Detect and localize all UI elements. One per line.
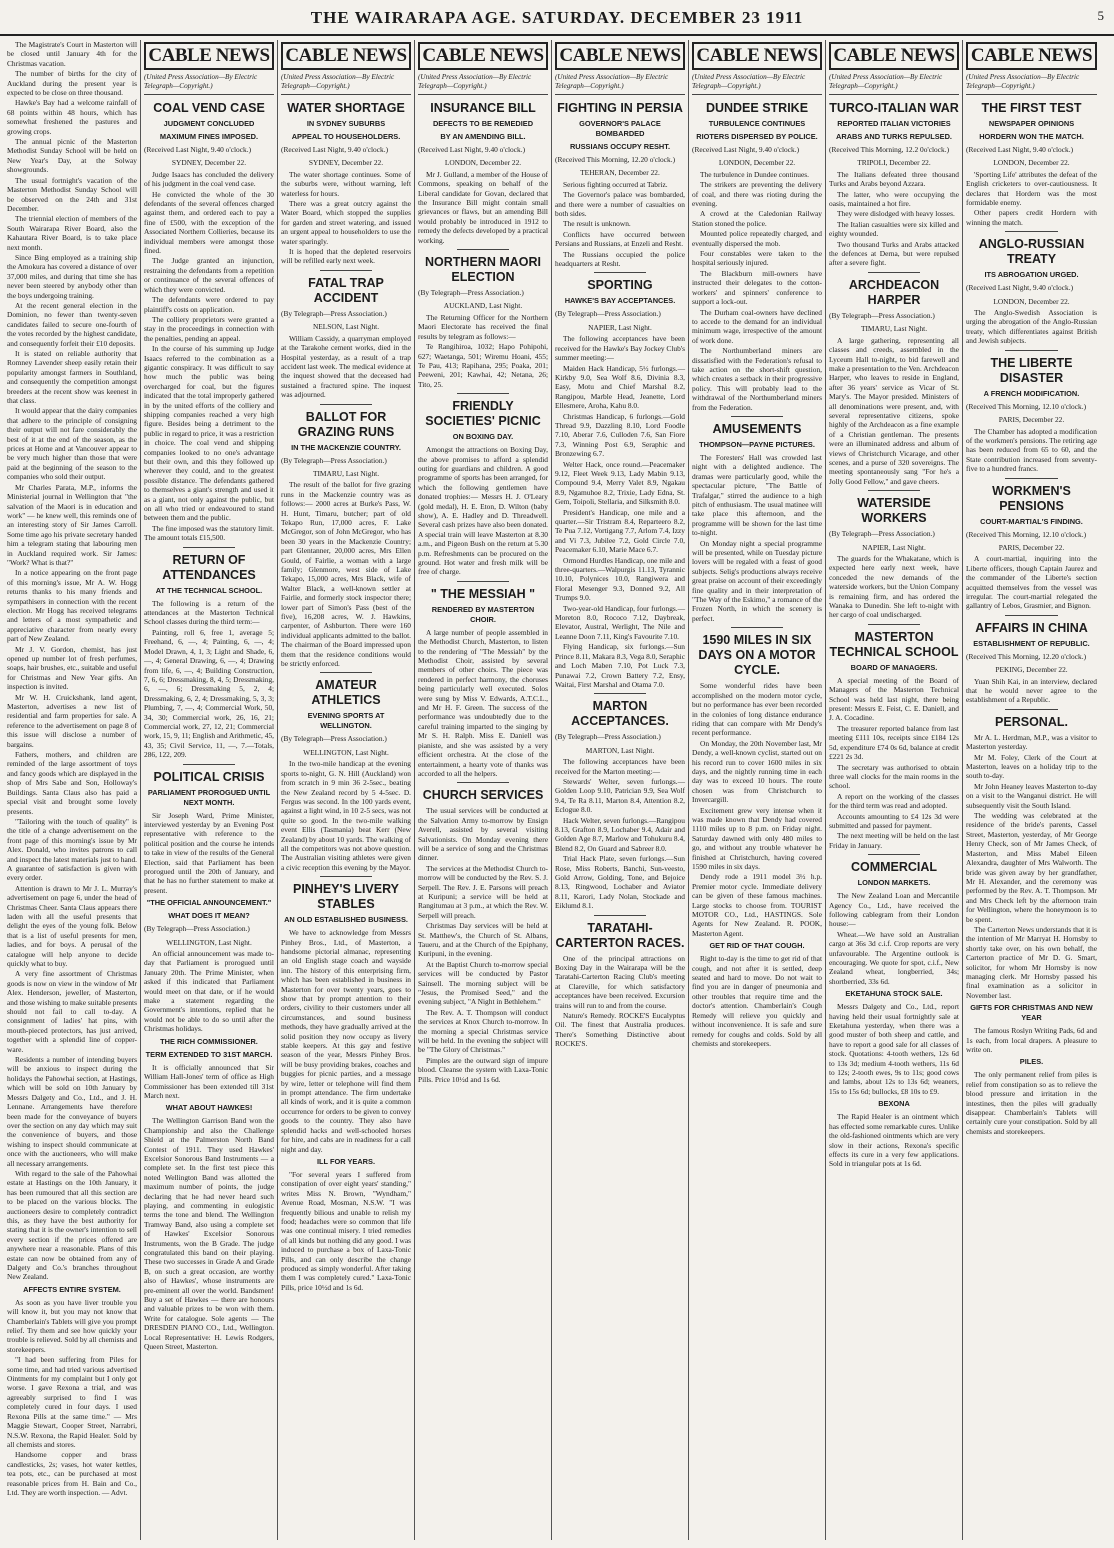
- article-headline: POLITICAL CRISIS: [153, 769, 265, 784]
- article-paragraph: The result is unknown.: [563, 219, 631, 229]
- article-paragraph: The Magistrate's Court in Masterton will be closed until January 4th for the Christmas vacation.: [7, 40, 137, 68]
- column-cable-news-6: [826, 40, 963, 1540]
- article-paragraph: Two-year-old Handicap, four furlongs.—Moreton 8.0, Rococo 7.12, Daybreak, Elevator, Austral, Werlight, The Nile and Leanne Doon 7.11, King's Favourite 7.10.: [555, 603, 685, 641]
- press-credit: (United Press Association—By Electric Telegraph—Copyright.): [692, 73, 822, 95]
- section-divider: [731, 627, 783, 628]
- column-cable-news-4: [552, 40, 689, 1540]
- article-paragraph: Welter Hack, once round.—Peacemaker 9.12, Fleet Week 9.13, Lady Mabin 9.13, Compound 9.4, Merry Valet 8.9, Ngakau 8.9, Ngamuhoe 8.2, Trixie, Lady Edna, St. Gem, Toipoli, Stellaria, and Silksmith 8.0.: [555, 459, 685, 507]
- article-headline: INSURANCE BILL: [430, 101, 536, 115]
- article-paragraph: It is stated on reliable authority that Romney Lavender sheep easily retain their popularity amongst farmers in Southland, and consequently the competition amongst breeders at the recent show was keenest in that class.: [7, 349, 137, 406]
- article-headline: ANGLO-RUSSIAN TREATY: [978, 237, 1085, 267]
- dateline: NAPIER, Last Night.: [588, 322, 652, 332]
- cable-news-banner: CABLE NEWS: [829, 42, 959, 70]
- article-paragraph: Judge Isaacs has concluded the delivery of his judgment in the coal vend case.: [144, 169, 274, 189]
- dateline: SYDNEY, December 22.: [308, 158, 384, 168]
- article-paragraph: A report on the working of the classes for the third term was read and adopted.: [829, 791, 959, 811]
- article-paragraph: A crowd at the Caledonian Railway Station stoned the police.: [692, 209, 822, 228]
- received-line: (By Telegraph—Press Association.): [555, 309, 661, 319]
- article-subheading: PILES.: [1019, 1057, 1044, 1067]
- press-credit: (United Press Association—By Electric Telegraph—Copyright.): [281, 73, 411, 95]
- section-divider: [320, 270, 372, 271]
- article-subheading: AN OLD ESTABLISHED BUSINESS.: [284, 915, 408, 925]
- masthead: [0, 6, 1114, 36]
- article-subheading: HAWKE'S BAY ACCEPTANCES.: [564, 296, 676, 306]
- page-number: 5: [1097, 8, 1104, 23]
- article-paragraph: It is officially announced that Sir William Hall-Jones' term of office as High Commissioner has been extended till 31st March next.: [144, 1062, 274, 1100]
- section-divider: [868, 490, 920, 491]
- article-paragraph: The famous Roslyn Writing Pads, 6d and 1s each, from local drapers. A pleasure to write on.: [966, 1026, 1097, 1054]
- article-paragraph: Hack Welter, seven furlongs.—Rangipou 8.13, Grafton 8.9, Lochaber 9.4, Adair and Golden Age 8.7, Marlow and Tohukuru 8.4, Blend 8.2, On Guard and Sabreer 8.0.: [555, 815, 685, 853]
- article-paragraph: We have to acknowledge from Messrs Pinhey Bros., Ltd., of Masterton, a handsome pictorial almanac, representing an old English stage coach and wayside inn. The history of this enterprising firm, which has been established in business in Masterton for over twenty years, goes to show that by prompt attention to their orders, civility to their customers under all circumstances, and sound business methods, they have gradually arrived at the solid position they now occupy as livery stable keepers. At this gay and festive season of the year, Messrs Pinhey Bros. will be busy providing brakes, coaches and buggies for picnic parties, and a message by wire, letter or telephone will find them in prompt attendance. The firm undertake all kinds of work, and it is quite a common occurrence for orders to be given to convey goods to the country. They also have splendid hacks and well-schooled horses for hire, and cabs are in readiness for a call night and day.: [281, 928, 411, 1154]
- article-paragraph: Four constables were taken to the hospital seriously injured.: [692, 249, 822, 268]
- dateline: NELSON, Last Night.: [312, 322, 380, 332]
- article-paragraph: The Blackburn mill-owners have instructed their delegates to the cotton-workers' and spinners' conference to support a lock-out.: [692, 268, 822, 307]
- section-divider: [594, 272, 646, 273]
- dateline: TIMARU, Last Night.: [860, 324, 928, 334]
- dateline: LONDON, December 22.: [444, 158, 522, 168]
- column-cable-news-5: [689, 40, 826, 1540]
- article-paragraph: Nature's Remedy. ROCKE'S Eucalyptus Oil. The finest that Australia produces. There's Something Distinctive about ROCKE'S.: [555, 1011, 685, 1049]
- article-paragraph: 'Sporting Life' attributes the defeat of the English cricketers to over-cautiousness. It declares that Hordern was the most formidable enemy.: [966, 169, 1097, 208]
- article-paragraph: On Monday, the 20th November last, Mr Dendy, a well-known cyclist, started out on his record run to cover 1600 miles in six days, and the nightly running time in each day was to exceed 10 hours. The route chosen was from Christchurch to Invercargill.: [692, 738, 822, 805]
- article-paragraph: The treasurer reported balance from last meeting £111 10s, receipts since £184 12s 5d, expenditure £74 0s 6d, balance at credit £221 2s 3d.: [829, 723, 959, 762]
- cable-news-banner: CABLE NEWS: [144, 42, 274, 70]
- article-subheading: GIFTS FOR CHRISTMAS AND NEW YEAR: [970, 1003, 1093, 1023]
- article-headline: FATAL TRAP ACCIDENT: [308, 275, 384, 305]
- cable-news-banner: CABLE NEWS: [966, 42, 1097, 70]
- article-headline: BALLOT FOR GRAZING RUNS: [297, 409, 395, 439]
- article-headline: PERSONAL.: [995, 714, 1068, 729]
- article-subheading: BOARD OF MANAGERS.: [850, 662, 938, 672]
- article-paragraph: Mr John Heaney leaves Masterton to-day on a visit to the Wanganui district. He will subsequently visit the South Island.: [966, 781, 1097, 810]
- article-paragraph: The New Zealand Loan and Mercantile Agency Co., Ltd., have received the following cablegram from their London house:—: [829, 891, 959, 929]
- article-paragraph: With regard to the sale of the Pahowhai estate at Hastings on the 10th January, it has been rumoured that all this section are to be placed on the various blocks. The auctioneers desire to completely contradict this, as they have the best authority for stating that it is the owner's intention to sell every section if the prices offered are anywhere near a reasonable. Plans of this estate can now be obtained from any of Dalgety and Co.'s branches throughout New Zealand.: [7, 1168, 137, 1282]
- article-paragraph: A very fine assortment of Christmas goods is now on view in the window of Mr Alex. Henderson, jeweller, of Masterton, and those wishing to make suitable presents should not fail to call to-day. A consignment of ladies' hat pins, with mouth-pieced protectors, has just arrived, together with a splendid line of copper-ware.: [7, 969, 137, 1054]
- column-cable-news-2: [278, 40, 415, 1540]
- received-line: (By Telegraph—Press Association.): [555, 732, 661, 742]
- article-paragraph: Christmas Handicap, 6 furlongs.—Gold Thread 9.9, Dazzling 8.10, Lord Foodle 7.10, Aberar 7.6, Culloden 7.6, San Fiore 7.3, Winning Post 6.9, Seraphic and Bronzewing 6.7.: [555, 411, 685, 459]
- article-paragraph: "Tailoring with the touch of quality" is the title of a change advertisement on the front page of this morning's issue by Mr Alex. Donald, who invites patrons to call and inspect the latest materials just to hand. A guarantee of satisfaction is given with every order.: [7, 816, 137, 883]
- dateline: PARIS, December 22.: [998, 415, 1065, 425]
- article-subheading: BEXONA: [878, 1099, 910, 1109]
- article-subheading: RENDERED BY MASTERTON CHOIR.: [431, 604, 535, 624]
- article-paragraph: The Returning Officer for the Northern Maori Electorate has received the final results by telegram as follows:—: [418, 312, 548, 341]
- article-paragraph: The Durham coal-owners have declined to accede to the demand for an individual minimum wage, irrespective of the amount of work done.: [692, 307, 822, 345]
- article-paragraph: The guards for the Whakatane, which is expected here early next week, have conceded the new demands of the waterside workers, but the Union Company is remaining firm, and has ordered the Wanaka to Dunedin. She left to-night with her cargo of coal undischarged.: [829, 554, 959, 620]
- article-headline: NORTHERN MAORI ELECTION: [425, 255, 541, 285]
- dateline: WELLINGTON, Last Night.: [303, 747, 389, 757]
- article-headline: ARCHDEACON HARPER: [848, 277, 940, 307]
- press-credit: (United Press Association—By Electric Telegraph—Copyright.): [966, 73, 1097, 95]
- article-paragraph: He convicted the whole of the 30 defendants of the several offences charged against them, and ordered each to pay a fine of £500, with the exception of the Associated Northern Collieries, because its individual members were amongst those fined.: [144, 189, 274, 256]
- article-subheading: A FRENCH MODIFICATION.: [983, 388, 1080, 398]
- article-subheading: APPEAL TO HOUSEHOLDERS.: [291, 132, 401, 141]
- article-subheading: ILL FOR YEARS.: [316, 1156, 376, 1166]
- section-divider: [457, 581, 509, 582]
- article-paragraph: The usual services will be conducted at the Salvation Army to-morrow by Ensign Averell, assisted by several visiting Salvationists. On Monday evening there will be a service of song and the Christmas dinner.: [418, 806, 548, 863]
- section-divider: [457, 249, 509, 250]
- article-subheading: LONDON MARKETS.: [857, 878, 931, 888]
- article-paragraph: Hawke's Bay had a welcome rainfall of 68 points within 48 hours, which has somewhat freshened the pastures and growing crops.: [7, 98, 137, 136]
- article-paragraph: The result of the ballot for five grazing runs in the Mackenzie country was as follows:— 2000 acres at Burke's Pass, W. H. Hunt, Timaru, butcher; part of old Tekapo Run, 17,000 acres, F. Lake McGregor, son of John McGregor, who has been 30 years in the Mackenzie Country; part Glentanner, 20,000 acres, Mrs Ellen Gould, of Fairlie, a woman with a large family; Glenmore, west side of Lake Tekapo, 15,000 acres, Mrs Black, wife of Walter Black, a well-known settler at Fairlie, and formerly stock inspector there; lower part of Simon's Pass (best of the five), 16,208 acres, W. J. Hawkins, carpenter, of Ashburton. There were 160 individual applicants admitted to the ballot. The chairman of the Board impressed upon them that the residence conditions would be strictly enforced.: [281, 480, 411, 669]
- article-headline: FIGHTING IN PERSIA: [557, 101, 683, 115]
- article-paragraph: The following is a return of the attendances at the Masterton Technical School classes during the third term:—: [144, 598, 274, 627]
- article-paragraph: Painting, roll 6, free 1, average 5; Freehand, 6, —, 4; Painting, 6, —, 4; Model Drawn, 4, 1, 3; Light and Shade, 6, —, 4; General Drawing, 6, —, 4; Drawing from life, 6, —, 4; Building Construction, 7, 6, 6; Dressmaking, 8, 4, 5; Dressmaking, 6, —, 6; Dressmaking 5, 2, 4; Dressmaking, 6, 2, 4; Dressmaking, 5, 3, 3; Plumbing, 7, —, 4; Commercial Work, 50, 34, 30; Commercial work, 26, 16, 21; Commercial work, 27, 12, 21; Commercial work, 15, 9, 11; English and Arithmetic, 45, 43, 35; Civil Service, 11, —, 7.—Totals, 286, 122, 209.: [144, 627, 274, 760]
- received-line: (Received This Morning, 12.20 o'clock.): [966, 651, 1087, 661]
- article-paragraph: The annual picnic of the Masterton Methodist Sunday School will be held on New Year's Day, at the Solway showgrounds.: [7, 137, 137, 175]
- article-subheading: BY AN AMENDING BILL.: [440, 132, 526, 141]
- article-headline: PINHEY'S LIVERY STABLES: [292, 882, 399, 912]
- article-headline: COAL VEND CASE: [153, 101, 265, 115]
- article-paragraph: Mounted police repeatedly charged, and eventually dispersed the mob.: [692, 229, 822, 248]
- article-paragraph: The fine imposed was the statutory limit. The amount totals £15,500.: [144, 523, 274, 543]
- article-subheading: THOMPSON—PAYNE PICTURES.: [699, 439, 815, 449]
- article-paragraph: Other papers credit Hordern with winning the match.: [966, 208, 1097, 227]
- article-subheading: RUSSIANS OCCUPY RESHT.: [569, 142, 671, 151]
- article-paragraph: Christmas Day services will be held at St. Matthew's, the Church of St. Albans, Taueru, and at the Church of the Epiphany, Kuripuni, in the evening.: [418, 921, 548, 959]
- article-paragraph: The next meeting will be held on the last Friday in January.: [829, 831, 959, 850]
- article-headline: RETURN OF ATTENDANCES: [162, 552, 256, 582]
- article-paragraph: At the recent general election in the Dominion, no fewer than twenty-seven candidates failed to secure one-fourth of the votes recorded by the highest candidate, and consequently forfeit their £10 deposits.: [7, 300, 137, 348]
- received-line: (Received This Morning, 12.2 0o'clock.): [829, 145, 950, 154]
- section-divider: [1005, 709, 1057, 710]
- article-paragraph: The secretary was authorised to obtain three wall clocks for the main rooms in the school.: [829, 762, 959, 791]
- article-subheading: COURT-MARTIAL'S FINDING.: [980, 516, 1083, 526]
- article-paragraph: Trial Hack Plate, seven furlongs.—Sun Rose, Miss Roberts, Banchi, Sun-veesto, Gold Arrow, Golding, Tone, and Bejoice 8.13, Ringwood, Lochaber and Aviator 8.11, Karori, Lady Nolan, Stockade and Eiklumd 8.1.: [555, 854, 685, 911]
- article-paragraph: An official announcement was made to-day that Parliament is prorogued until January 20th. The Prime Minister, when asked if this indicated that Parliament would meet on that date, or if he would make a statement regarding the Government's intentions, replied that he would not be able to do so until after the Christmas holidays.: [144, 949, 274, 1034]
- article-paragraph: Mr J. V. Gordon, chemist, has just opened up number lot of fresh perfumes, soaps, hair brushes, etc., suitable and useful for Christmas and New Year gifts. An inspection is invited.: [7, 644, 137, 692]
- article-paragraph: A court-martial, inquiring into the Liberte officers, though Captain Jaurez and the commander of the Liberte's section acquitted themselves from the vessel was irregular. The court-martial relegated the gallantry of Lebos, Grasmier, and Bignon.: [966, 554, 1097, 611]
- section-divider: [1005, 350, 1057, 351]
- received-line: (By Telegraph—Press Association.): [281, 308, 387, 318]
- article-paragraph: Conflicts have occurred between Persians and Russians, at Enzeli and Resht.: [555, 229, 685, 249]
- received-line: (Received This Morning, 12.20 o'clock.): [555, 155, 676, 164]
- dateline: LONDON, December 22.: [718, 158, 796, 168]
- article-subheading: WHAT ABOUT HAWKES!: [165, 1103, 253, 1113]
- section-divider: [1005, 615, 1057, 616]
- section-divider: [1005, 231, 1057, 232]
- article-headline: SPORTING: [587, 278, 653, 293]
- article-subheading: ITS ABROGATION URGED.: [984, 270, 1079, 280]
- article-subheading: "THE OFFICIAL ANNOUNCEMENT.": [146, 898, 272, 908]
- section-divider: [868, 854, 920, 855]
- article-paragraph: Serious fighting occurred at Tabriz.: [563, 179, 668, 189]
- article-subheading: JUDGMENT CONCLUDED: [163, 119, 255, 128]
- article-paragraph: Since Bing employed as a training ship the Amokura has covered a distance of over 37,000 miles, and during that time she has never been steered by anybody other than the boys undergoing training.: [7, 252, 137, 300]
- dateline: NAPIER, Last Night.: [862, 542, 926, 552]
- article-paragraph: Mr A. L. Herdman, M.P., was a visitor to Masterton yesterday.: [966, 732, 1097, 752]
- cable-news-banner: CABLE NEWS: [281, 42, 411, 70]
- newspaper-title: THE WAIRARAPA AGE. SATURDAY. DECEMBER 23 1911: [310, 8, 804, 27]
- article-paragraph: The Wellington Garrison Band won the Championship and also the Challenge Shield at the Palmerston North Band Contest of 1911. They used Hawkes' Excelsior Sonorous Band Instruments — a complete set. In the first test piece this noted Wellington Band was allotted the maximum number of points, the judge declaring that he had never heard such playing, and commenting in eulogistic terms the tone and blend. The Wellington Tramway Band, also using a complete set of Hawkes' Excelsior Sonorous Instruments, won the B Grade. The judge congratulated this band on their playing. These two successes in Grade A and Grade B, on such a great occasion, are worthy also of Hawkes', whose instruments are pre-eminent all over the world. Bandsmen! Buy a set of Hawkes — there are honours and valuable prizes to be won with them. Write for catalogue. Sole agents — The DRESDEN PIANO CO., Ltd., Wellington. Local Representative: H. Lewis Rodgers, Queen Street, Masterton.: [144, 1116, 274, 1352]
- article-headline: WORKMEN'S PENSIONS: [992, 483, 1071, 513]
- article-subheading: MAXIMUM FINES IMPOSED.: [159, 132, 259, 141]
- received-line: (Received Last Night, 9.40 o'clock.): [418, 145, 526, 154]
- article-subheading: IN THE MACKENZIE COUNTRY.: [291, 442, 401, 452]
- article-subheading: PARLIAMENT PROROGUED UNTIL NEXT MONTH.: [147, 787, 271, 807]
- article-paragraph: Pimples are the outward sign of impure blood. Cleanse the system with Laxa-Tonic Pills. Price 10½d and 1s 6d.: [418, 1055, 548, 1084]
- article-paragraph: A large gathering, representing all classes and creeds, assembled in the Lyceum Hall to-night, to bid farewell and make a presentation to the Ven. Archdeacon Harper, who leaves to reside in England, after 36 years' service as Vicar of St. Mary's. The Mayor presided. Ministers of all denominations were present, and, with several representative citizens, spoke highly of the Archdeacon as a fine example of a Christian gentleman. The presents were an illuminated address and album of views of Christchurch Vicarage, and other scenes, and a purse of 320 sovereigns. The meeting spontaneously sang "For he's a Jolly Good Fellow," and gave cheers.: [829, 335, 959, 486]
- article-paragraph: The Carterton News understands that it is the intention of Mr Marryat H. Hornsby to shortly take over, on his own behalf, the Carterton practice of Mr D. G. Smart, solicitor, for whom Mr Hornsby is now managing clerk. Mr Hornsby passed his final examination as a solicitor in November last.: [966, 924, 1097, 1000]
- article-paragraph: Te Rangihiroa, 1032; Hapo Pohipohi, 627; Waetanga, 501; Wiremu Hoani, 455; Te Pau, 413; Rapihana, 295; Poaka, 201; Peeweni, 201; Kawhai, 42; Netana, 26; Tito, 25.: [418, 342, 548, 389]
- article-headline: TARATAHI-CARTERTON RACES.: [555, 920, 685, 950]
- received-line: (By Telegraph—Press Association.): [281, 455, 387, 465]
- article-paragraph: Two thousand Turks and Arabs attacked the defences at Derna, but were repulsed after a severe fight.: [829, 239, 959, 268]
- article-paragraph: It would appear that the dairy companies that adhere to the principle of consigning their output will not fare considerably the best of it at the end of the season, as the prices at Home and at Vancouver appear to be very much higher than those that were paid at the beginning of the season to the companies who sold their output.: [7, 406, 137, 482]
- article-paragraph: The usual fortnight's vacation of the Masterton Methodist Sunday School will be observed on the 24th and 31st December.: [7, 175, 137, 213]
- article-subheading: EVENING SPORTS AT WELLINGTON.: [307, 711, 385, 731]
- article-paragraph: "For several years I suffered from constipation of over eight years' standing," writes Miss N. Brown, "Wyndham," Avenue Road, Mosman, N.S.W. "I was frequently bilious and unable to relish my food; headaches were so common that life was one continual misery. I tried remedies of all kinds but nothing did any good. I was induced to purchase a box of Laxa-Tonic Pills, and can only describe the change produced as simply wonderful. After taking them I was completely cured." Laxa-Tonic Pills, price 10½d and 1s 6d.: [281, 1169, 411, 1292]
- article-headline: AMUSEMENTS: [712, 421, 802, 436]
- column-cable-news-1: [141, 40, 278, 1540]
- article-paragraph: The Chamber has adopted a modification of the workmen's pensions. The retiring age has been reduced from 65 to 60, and the State contribution increased from seventy-five to a hundred francs.: [966, 426, 1097, 474]
- article-paragraph: Dendy rode a 1911 model 3½ h.p. Premier motor cycle. Immediate delivery can be given of these famous machines. Large stocks to choose from. TOURIST MOTOR CO., Ltd., HASTINGS. Sole Agents for New Zealand. R. POOK, Masterton Agent.: [692, 872, 822, 938]
- article-paragraph: The only permanent relief from piles is relief from constipation so as to relieve the blood pressure and irritation in the intestines, then the piles will gradually disappear. Chamberlain's Tablets will certainly cure your constipation. Sold by all chemists and storekeepers.: [966, 1070, 1097, 1136]
- article-paragraph: One of the principal attractions on Boxing Day in the Wairarapa will be the Taratahi-Carterton Racing Club's meeting at Clareville, for which satisfactory acceptances have been received. Excursion trains will run to and from the course.: [555, 953, 685, 1010]
- article-subheading: THE RICH COMMISSIONER.: [160, 1036, 258, 1046]
- article-headline: 1590 MILES IN SIX DAYS ON A MOTOR CYCLE.: [698, 633, 816, 678]
- article-paragraph: The strikers are preventing the delivery of coal, and there was rioting during the evening.: [692, 180, 822, 209]
- dateline: MARTON, Last Night.: [585, 745, 655, 755]
- press-credit: (United Press Association—By Electric Telegraph—Copyright.): [555, 73, 685, 95]
- article-subheading: AT THE TECHNICAL SCHOOL.: [155, 585, 263, 595]
- section-divider: [868, 272, 920, 273]
- received-line: (By Telegraph—Press Association.): [281, 734, 387, 744]
- dateline: WELLINGTON, Last Night.: [166, 937, 252, 947]
- article-paragraph: Right to-day is the time to get rid of that cough, and not after it is settled, deep seated and hard to move. Do not wait to find you are in danger of pneumonia and other troubles that require time and the doctor's attention. Chamberlain's Cough Remedy will relieve you quickly and without inconvenience. It is safe and sure remedy for coughs and colds. Sold by all chemists and storekeepers.: [692, 954, 822, 1048]
- article-subheading: TERM EXTENDED TO 31ST MARCH.: [145, 1049, 273, 1059]
- article-headline: DUNDEE STRIKE: [705, 101, 809, 115]
- section-divider: [320, 404, 372, 405]
- article-paragraph: Messrs Dalgety and Co., Ltd., report having held their usual fortnightly sale at Eketahuna yesterday, when there was a good muster of both sheep and cattle, and have to report a good sale for all classes of stock. Quotations: 4-tooth wethers, 12s 6d to 13s 3d; medium 4-tooth wethers, 11s 6d to 12s; 2-tooth ewes, 9s to 11s; good cows and lambs, about 12s to 13s 6d; weaners, 15s to 15s 6d; bullocks, £8 10s to £9.: [829, 1002, 959, 1096]
- article-paragraph: In the course of his summing up Judge Isaacs referred to the combination as a gigantic conspiracy. It was difficult to say how much the public was being overcharged for coal, but the figures indicated that the total improperly gathered in by the united efforts of the colliery and shipping companies reached a very high figure. Besides being a detriment to the public in regard to price, it was a restriction in choice. The coal vend and shipping companies looked to no one's advantage but their own, and this they followed up wherever they could, and to the greatest possible distance. The defendants gathered to themselves a giant's strength and used it as a giant, not only against the public, but on all who tried or endeavoured to stand between them and the public.: [144, 344, 274, 523]
- article-subheading: EKETAHUNA STOCK SALE.: [845, 989, 943, 999]
- section-divider: [457, 782, 509, 783]
- article-paragraph: The Rev. A. T. Thompson will conduct the services at Knox Church to-morrow. In the morning a special Christmas service will be held. In the evening the subject will be "The Glory of Christmas.": [418, 1007, 548, 1055]
- article-paragraph: Excitement grew very intense when it was made known that Dendy had covered 1110 miles up to 8 p.m. on Friday night. Saturday dawned with only 480 miles to go, and without any trouble whatever he finished at Christchurch, having covered 1590 miles in six days.: [692, 805, 822, 871]
- article-headline: WATER SHORTAGE: [287, 101, 405, 115]
- article-paragraph: On Monday night a special programme will be presented, while on Tuesday picture lovers will be regaled with a feast of good subjects. Selig's productions always receive great praise on account of their exceedingly fine quality and in their interpretation of "The Way of the Eskimo," a romance of the Frozen North, in which the scenery is perfect.: [692, 538, 822, 623]
- article-paragraph: In a notice appearing on the front page of this morning's issue, Mr A. W. Hogg returns thanks to his many friends and sympathisers in connection with the recent election. Mr Hogg has received telegrams and letters of a most sympathetic and appreciative character from nearly every part of New Zealand.: [7, 568, 137, 644]
- received-line: (Received Last Night, 9.40 o'clock.): [966, 145, 1074, 154]
- article-paragraph: The Rapid Healer is an ointment which has effected some remarkable cures. Unlike the old-fashioned ointments which are very slow in their actions, Rexona's specific effects its cure in a very few applications. Sold in triangular pots at 1s 6d.: [829, 1112, 959, 1169]
- article-headline: " THE MESSIAH ": [430, 586, 536, 601]
- article-paragraph: The Judge granted an injunction, restraining the defendants from a repetition or continuance of the several offences of which they were convicted.: [144, 256, 274, 294]
- article-paragraph: Fathers, mothers, and children are reminded of the large assortment of toys and fancy goods which are displayed in the shop of Mrs Sabe and Son, Holloway's Buildings. Santa Claus also has paid a special visit and brought some lovely presents.: [7, 750, 137, 816]
- article-paragraph: The defendants were ordered to pay plaintiff's costs on application.: [144, 295, 274, 314]
- article-headline: TURCO-ITALIAN WAR: [829, 101, 959, 115]
- article-paragraph: William Cassidy, a quarryman employed at the Tarakohe cement works, died in the Hospital yesterday, as a result of a trap accident last week. The medical evidence at the inquest showed that the deceased had sustained a fractured spine. The inquest was adjourned.: [281, 333, 411, 400]
- column-local-news: [4, 40, 141, 1540]
- press-credit: (United Press Association—By Electric Telegraph—Copyright.): [144, 73, 274, 95]
- article-paragraph: The latter, who were occupying the oasis, maintained a hot fire.: [829, 189, 959, 209]
- received-line: (Received Last Night, 9.40 o'clock.): [966, 283, 1074, 293]
- section-divider: [183, 764, 235, 765]
- article-paragraph: Attention is drawn to Mr J. L. Murray's advertisement on page 6, under the head of Christmas Cheer. Santa Claus appears there laden with all the useful presents that delight the eyes of the young folk. Below that is a list of useful presents for men, ladies, and for boys. A perusal of the catalogue will help anyone to decide quickly what to buy.: [7, 883, 137, 968]
- cable-news-banner: CABLE NEWS: [555, 42, 685, 70]
- article-paragraph: In the two-mile handicap at the evening sports to-night, G. N. Hill (Auckland) won from scratch in 9 min 36 2-5sec., beating the New Zealand record by 5 4-5sec. D. Fergus was second. In the 100 yards event, against a light wind, in 10 2-5 secs, was not quite so good. In the two-mile walking event Ellis (Tasmania) beat Kerr (New Zealand) by about 10 yards. The walking of all the competitors was not above question. The Australian visiting athletes were given a civic reception this evening by the Mayor.: [281, 759, 411, 872]
- dateline: PARIS, December 22.: [998, 542, 1065, 552]
- article-subheading: TURBULENCE CONTINUES: [708, 119, 806, 128]
- article-paragraph: The following acceptances have been received for the Hawke's Bay Jockey Club's summer meeting:—: [555, 334, 685, 363]
- dateline: LONDON, December 22.: [993, 296, 1070, 306]
- article-paragraph: The turbulence in Dundee continues.: [700, 169, 809, 179]
- article-paragraph: Some wonderful rides have been accomplished on the modern motor cycle, but no performance has ever been recorded in the colonies of long distance endurance riding that can compare with Mr Dendy's recent performance.: [692, 681, 822, 738]
- article-paragraph: Stewards' Welter, seven furlongs.—Golden Loop 9.10, Patrician 9.9, Sea Wolf 9.4, Te Ra 8.11, Marton 8.4, Attention 8.2, Eclogue 8.0.: [555, 776, 685, 815]
- article-paragraph: Mr W. H. Cruickshank, land agent, Masterton, advertises a new list of residential and farm properties for sale. A reference to the advertisement on page 8 of this issue will disclose a number of bargains.: [7, 692, 137, 749]
- article-paragraph: A large number of people assembled in the Methodist Church, Masterton, to listen to the rendering of "The Messiah" by the Methodist Choir, assisted by several members of other choirs. The piece was rendered in perfect harmony, the choruses being particularly well executed. Solos were sung by Miss V. Edwards, A.T.C.L., and Mr H. F. Green. The success of the performance was undoubtedly due to the careful training imparted to the singing by Mr S. H. Ralph. Miss E. Daniell was pianiste, and she was assisted by a very efficient orchestra. At the close of the entertainment, a hearty vote of thanks was accorded to all the helpers.: [418, 627, 548, 778]
- article-paragraph: Yuan Shih Kai, in an interview, declared that he would never agree to the establishment of a Republic.: [966, 676, 1097, 705]
- dateline: SYDNEY, December 22.: [171, 158, 247, 168]
- received-line: (By Telegraph—Press Association.): [144, 924, 250, 934]
- article-subheading: NEWSPAPER OPINIONS: [988, 119, 1075, 128]
- article-paragraph: President's Handicap, one mile and a quarter.—Sir Tristram 8.4, Reparteero 8.2, Te Pua 7.12, Vortigang 7.7, Arlom 7.4, Izzy and Vi 7.3, Jubilee 7.2, Gold Circle 7.0, Peacemaker 6.10, Marie Mace 6.7.: [555, 507, 685, 555]
- article-paragraph: The number of births for the city of Auckland during the present year is expected to be close on three thousand.: [7, 69, 137, 98]
- received-line: (Received This Morning, 12.10 o'clock.): [966, 401, 1087, 411]
- article-paragraph: Wheat.—We have sold an Australian cargo at 36s 3d c.i.f. Crop reports are very unfavourable. The Argentine outlook is encouraging. We quote for spot, c.i.f., New Zealand wheat, longberried, 34s; shortberried, 33s 6d.: [829, 929, 959, 986]
- dateline: AUCKLAND, Last Night.: [443, 301, 523, 311]
- dateline: TIMARU, Last Night.: [312, 468, 380, 478]
- press-credit: (United Press Association—By Electric Telegraph—Copyright.): [829, 73, 959, 95]
- section-divider: [731, 416, 783, 417]
- article-paragraph: The Anglo-Swedish Association is urging the abrogation of the Anglo-Russian treaty, which differentiates against British and Jewish subjects.: [966, 308, 1097, 346]
- article-paragraph: The Italians defeated three thousand Turks and Arabs beyond Azzara.: [829, 169, 959, 189]
- received-line: (By Telegraph—Press Association.): [829, 310, 935, 320]
- article-paragraph: Mr Charles Parata, M.P., informs the Ministerial journal in Wellington that "the salvation of the Maori is in education and work" — he knew well, this reminds one of an interesting story of Sir James Carroll. Some time ago his private secretary handed him a telegram stating that labouring men in Auckland required work. Sir James: "Work? What is that?": [7, 482, 137, 567]
- article-subheading: GET RID OF THAT COUGH.: [709, 941, 805, 951]
- article-subheading: REPORTED ITALIAN VICTORIES: [837, 119, 951, 128]
- article-subheading: ESTABLISHMENT OF REPUBLIC.: [973, 638, 1090, 648]
- article-paragraph: The following acceptances have been received for the Marton meeting:—: [555, 757, 685, 776]
- article-subheading: GOVERNOR'S PALACE BOMBARDED: [579, 119, 661, 138]
- article-headline: AMATEUR ATHLETICS: [311, 678, 381, 708]
- article-headline: THE LIBERTE DISASTER: [990, 355, 1073, 385]
- article-paragraph: Mr J. Gulland, a member of the House of Commons, speaking on behalf of the Liberal candidate for Govan, declared that the Insurance Bill might contain small grievances or flaws, but an amending Bill would probably be introduced in 1912 to remedy the defects developed by a practical working.: [418, 169, 548, 245]
- cable-news-banner: CABLE NEWS: [692, 42, 822, 70]
- article-paragraph: The colliery proprietors were granted a stay in the proceedings in connection with the penalties, pending an appeal.: [144, 314, 274, 343]
- article-paragraph: Ormond Hurdles Handicap, one mile and three-quarters.—Walpurgis 11.13, Tyrannic 10.10, Polynices 10.0, Rangiwera and Floral Mesenger 9.3, Donned 9.2, All Trumps 9.0.: [555, 555, 685, 603]
- article-headline: COMMERCIAL: [850, 860, 938, 875]
- article-paragraph: Residents a number of intending buyers will be anxious to inspect during the holidays the Pahowhai section, at Hastings, which will be sold on 10th January by Messrs Dalgety and Co., Ltd., and J. H. Lennane. Arrangements have therefore been made for the conveyance of buyers over the section on any day which may suit the convenience of buyers, and those wishing to inspect should communicate at once with the auctioneers, who will make all necessary arrangements.: [7, 1055, 137, 1168]
- article-subheading: DEFECTS TO BE REMEDIED: [432, 119, 534, 128]
- article-paragraph: The Russians occupied the police headquarters at Resht.: [555, 249, 685, 269]
- article-paragraph: Flying Handicap, six furlongs.—Sun Prince 8.11, Makara 8.3, Vega 8.0, Seraphic and Loch Maben 7.10, Pot Luck 7.3, Punawai 7.2, Crown Battery 7.2, Ensy, Waitai, First Marshal and Otama 7.0.: [555, 642, 685, 689]
- article-paragraph: Handsome copper and brass candlesticks, 2s; vases, hot water kettles, tea pots, etc., can be purchased at most reasonable prices from H. Bain and Co., Ltd. They are worth inspection. — Advt.: [7, 1450, 137, 1497]
- press-credit: (United Press Association—By Electric Telegraph—Copyright.): [418, 73, 548, 95]
- article-paragraph: The Italian casualties were six killed and eighty wounded.: [829, 219, 959, 239]
- column-cable-news-3: [415, 40, 552, 1540]
- received-line: (By Telegraph—Press Association.): [418, 288, 524, 298]
- article-paragraph: There was a great outcry against the Water Board, which stopped the supplies for garden and street watering, and issued an urgent appeal to householders to use the water sparingly.: [281, 199, 411, 246]
- article-paragraph: A special meeting of the Board of Managers of the Masterton Technical School was held last night, there being present: Messrs E. Feist, C. E. Daniell, and J. A. Cocadine.: [829, 675, 959, 723]
- article-paragraph: The wedding was celebrated at the residence of the bride's parents, Cassel Street, Masterton, yesterday, of Mr George Henry Check, son of Mr James Check, of Masterton, and Miss Mabel Eileen Alexandra, daughter of Mrs Walworth. The bride was given away by her grandfather, Mr H. Alexander, and the ceremony was performed by the Rev. A. T. Thompson. Mr and Mrs Check left by the afternoon train for Wellington, where the honeymoon is to be spent.: [966, 811, 1097, 924]
- article-paragraph: Maiden Hack Handicap, 5½ furlongs.—Kirkby 9.0, Sea Wolf 8.6, Divinia 8.3, Easy, Motu and Chief Marshal 8.2, Rangipou, Marble Head, Jeanette, Lord Ellesmere, Aroha, Kahu 8.0.: [555, 363, 685, 411]
- received-line: (Received Last Night, 9.40 o'clock.): [281, 145, 389, 154]
- section-divider: [868, 624, 920, 625]
- article-paragraph: At the Baptist Church to-morrow special services will be conducted by Pastor Sainsell. The morning subject will be "Jesus, the Promised Seed," and the evening subject, "A Night in Bethlehem.": [418, 959, 548, 1007]
- dateline: PEKING, December 22.: [995, 665, 1068, 675]
- section-divider: [457, 393, 509, 394]
- article-headline: THE FIRST TEST: [981, 101, 1082, 115]
- column-cable-news-7: [963, 40, 1100, 1540]
- section-divider: [183, 547, 235, 548]
- article-headline: FRIENDLY SOCIETIES' PICNIC: [425, 399, 541, 429]
- received-line: (Received Last Night, 9.40 o'clock.): [144, 145, 252, 154]
- article-subheading: ON BOXING DAY.: [452, 432, 514, 442]
- cable-news-banner: CABLE NEWS: [418, 42, 548, 70]
- article-paragraph: The Northumberland miners are dissatisfied with the Federation's refusal to take action on the short-shift question, which creates a setback in their progressive policy. This will probably lead to the withdrawal of the Northumberland miners from the Federation.: [692, 346, 822, 412]
- article-subheading: WHAT DOES IT MEAN?: [168, 911, 250, 921]
- newspaper-columns: [4, 40, 1110, 1540]
- article-headline: MASTERTON TECHNICAL SCHOOL: [829, 629, 959, 659]
- section-divider: [594, 915, 646, 916]
- article-paragraph: It is hoped that the depleted reservoirs will be refilled early next week.: [281, 247, 411, 266]
- article-subheading: ARABS AND TURKS REPULSED.: [836, 132, 952, 141]
- article-paragraph: Accounts amounting to £4 12s 3d were submitted and passed for payment.: [829, 811, 959, 830]
- article-paragraph: Mr M. Foley, Clerk of the Court at Masterton, leaves on a holiday trip to the south to-day.: [966, 752, 1097, 781]
- article-paragraph: "I had been suffering from Piles for some time, and had tried various advertised Ointments for my complaint but I only got worse. I gave Rexona a trial, and was agreeably surprised to find I was completely cured in four days. I used Rexona Pills at the same time." — Mrs Maggie Stewart, Cooper Street, Narrabri, N.S.W. Rexona, the Rapid Healer. Sold by all chemists and stores.: [7, 1355, 137, 1449]
- article-subheading: IN SYDNEY SUBURBS: [306, 119, 386, 128]
- article-paragraph: The Governor's palace was bombarded, and there were a number of casualties on both sides.: [555, 190, 685, 219]
- article-paragraph: Amongst the attractions on Boxing Day, the above promises to afford a splendid outing for guardians and children. A good programme of sports has been arranged, for which the following gentlemen have donated trophies:— Messrs H. J. O'Leary (gold medal), H. E. Eton, D. Wilton (baby show), A. E. Hadley and D. Threadwell. Several cash prizes have also been donated. A special train will leave Masterton at 8.30 a.m., and Pigeon Bush on the return at 5.30 p.m. Refreshments can be procured on the ground. Hot water and fresh milk will be free of charge.: [418, 445, 548, 577]
- section-divider: [1005, 478, 1057, 479]
- article-paragraph: The triennial election of members of the South Wairarapa River Board, also the Kahautara River Board, is to take place next month.: [7, 214, 137, 252]
- article-subheading: AFFECTS ENTIRE SYSTEM.: [23, 1284, 121, 1294]
- article-headline: CHURCH SERVICES: [422, 788, 544, 803]
- article-paragraph: They were dislodged with heavy losses.: [837, 209, 955, 219]
- received-line: (Received Last Night, 9.40 o'clock.): [692, 145, 800, 154]
- article-paragraph: The Foresters' Hall was crowded last night with a delighted audience. The dramas were particularly good, while the spectacular picture, "The Battle of Trafalgar," stirred the audience to a high pitch of enthusiasm. The usual matinee will take place this afternoon, and the programme will be shown for the last time to-night.: [692, 452, 822, 538]
- article-paragraph: The water shortage continues. Some of the suburbs were, without warning, left waterless for hours.: [281, 169, 411, 198]
- article-paragraph: The services at the Methodist Church to-morrow will be conducted by the Rev. S. J. Serpell. The Rev. J. E. Parsons will preach at Kuripuni; a service will be held at Rangitumau at 3 p.m., at which the Rev. W. Serpell will preach.: [418, 863, 548, 920]
- section-divider: [594, 693, 646, 694]
- dateline: TRIPOLI, December 22.: [857, 158, 931, 168]
- article-headline: WATERSIDE WORKERS: [857, 496, 931, 526]
- article-paragraph: As soon as you have liver trouble you will know it, but you may not know that Chamberlain's Tablets will give you prompt relief. Try them and see how quickly your trouble is relieved. Sold by all chemists and storekeepers.: [7, 1297, 137, 1354]
- section-divider: [320, 672, 372, 673]
- dateline: LONDON, December 22.: [993, 158, 1070, 168]
- article-subheading: HORDERN WON THE MATCH.: [979, 132, 1084, 141]
- received-line: (Received This Morning, 12.10 o'clock.): [966, 529, 1087, 539]
- dateline: TEHERAN, December 22.: [580, 168, 660, 178]
- article-subheading: RIOTERS DISPERSED BY POLICE.: [696, 132, 818, 141]
- section-divider: [320, 876, 372, 877]
- article-paragraph: Sir Joseph Ward, Prime Minister, interviewed yesterday by an Evening Post representative with reference to the political position and the course he intends to take in view of the results of the General Election, said that Parliament has been prorogued until the 20th of January, and that he has no further statement to make at present.: [144, 810, 274, 895]
- article-headline: AFFAIRS IN CHINA: [975, 620, 1088, 635]
- article-headline: MARTON ACCEPTANCES.: [571, 699, 669, 729]
- received-line: (By Telegraph—Press Association.): [829, 529, 935, 539]
